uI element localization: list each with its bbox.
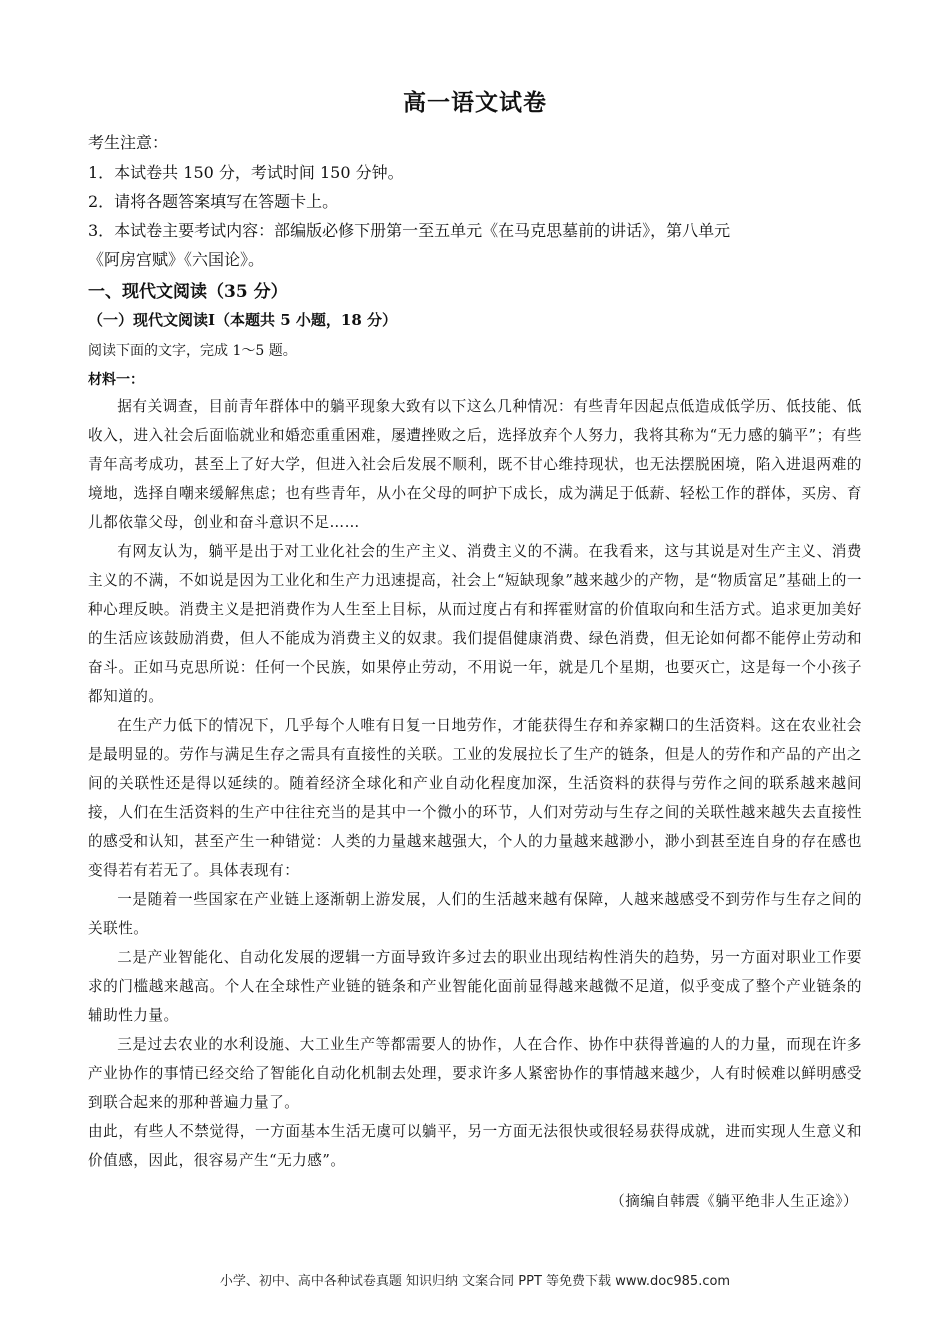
paragraph: 有网友认为，躺平是出于对工业化社会的生产主义、消费主义的不满。在我看来，这与其说是对生产主义、消费主义的不满，不如说是因为工业化和生产力迅速提高，社会上“短缺现象”越来越少的产物，是“物质富足”基础上的一种心理反映。消费主义是把消费作为人生至上目标，从而过度占有和挥霍财富的价值取向和生活方式。追求更加美好的生活应该鼓励消费，但人不能成为消费主义的奴隶。我们提倡健康消费、绿色消费，但无论如何都不能停止劳动和奋斗。正如马克思所说：任何一个民族，如果停止劳动，不用说一年，就是几个星期，也要灭亡，这是每一个小孩子都知道的。	[88, 543, 862, 705]
paragraph: 据有关调查，目前青年群体中的躺平现象大致有以下这么几种情况：有些青年因起点低造成低学历、低技能、低收入，进入社会后面临就业和婚恋重重困难，屡遭挫败之后，选择放弃个人努力，我将其称为“无力感的躺平”；有些青年高考成功，甚至上了好大学，但进入社会后发展不顺利，既不甘心维持现状，也无法摆脱困境，陷入进退两难的境地，选择自嘲来缓解焦虑；也有些青年，从小在父母的呵护下成长，成为满足于低薪、轻松工作的群体，买房、育儿都依靠父母，创业和奋斗意识不足……	[88, 398, 862, 531]
footer-text: 小学、初中、高中各种试卷真题 知识归纳 文案合同 PPT 等免费下载 www.doc985.com	[219, 1274, 731, 1289]
paragraph: 三是过去农业的水利设施、大工业生产等都需要人的协作，人在合作、协作中获得普遍的人的力量，而现在许多产业协作的事情已经交给了智能化自动化机制去处理，要求许多人紧密协作的事情越来越少，人有时候难以鲜明感受到联合起来的那种普遍力量了。	[88, 1036, 862, 1111]
notice-heading: 考生注意：	[88, 133, 169, 152]
notice-item-3: 3．本试卷主要考试内容：部编版必修下册第一至五单元《在马克思墓前的讲话》，第八单元	[88, 221, 731, 240]
paragraph: 一是随着一些国家在产业链上逐渐朝上游发展，人们的生活越来越有保障，人越来越感受不到劳作与生存之间的关联性。	[88, 891, 862, 937]
paragraph: 二是产业智能化、自动化发展的逻辑一方面导致许多过去的职业出现结构性消失的趋势，另一方面对职业工作要求的门槛越来越高。个人在全球性产业链的链条和产业智能化面前显得越来越微不足道，似乎变成了整个产业链条的辅助性力量。	[88, 949, 862, 1024]
paragraph-conclusion: 由此，有些人不禁觉得，一方面基本生活无虞可以躺平，另一方面无法很快或很轻易获得成就，进而实现人生意义和价值感，因此，很容易产生“无力感”。	[88, 1123, 862, 1169]
notice-item-1: 1．本试卷共 150 分，考试时间 150 分钟。	[88, 163, 404, 182]
page-title: 高一语文试卷	[403, 89, 547, 116]
paragraph: 在生产力低下的情况下，几乎每个人唯有日复一日地劳作，才能获得生存和养家糊口的生活资料。这在农业社会是最明显的。劳作与满足生存之需具有直接性的关联。工业的发展拉长了生产的链条，但是人的劳作和产品的产出之间的关联性还是得以延续的。随着经济全球化和产业自动化程度加深，生活资料的获得与劳作之间的联系越来越间接，人们在生活资料的生产中往往充当的是其中一个微小的环节，人们对劳动与生存之间的关联性越来越失去直接性的感受和认知，甚至产生一种错觉：人类的力量越来越强大，个人的力量越来越渺小，渺小到甚至连自身的存在感也变得若有若无了。具体表现有：	[88, 717, 862, 879]
section-heading: 一、现代文阅读（35 分）	[88, 282, 288, 302]
material-body	[88, 392, 862, 1175]
notice-item-3-cont: 《阿房宫赋》《六国论》。	[88, 250, 265, 269]
instruction-text: 阅读下面的文字，完成 1～5 题。	[88, 343, 297, 359]
source-citation: （摘编自韩震《躺平绝非人生正途》）	[610, 1194, 858, 1210]
notice-item-2: 2．请将各题答案填写在答题卡上。	[88, 192, 339, 211]
subsection-heading: （一）现代文阅读Ⅰ（本题共 5 小题，18 分）	[88, 311, 397, 329]
material-label: 材料一：	[88, 372, 144, 388]
